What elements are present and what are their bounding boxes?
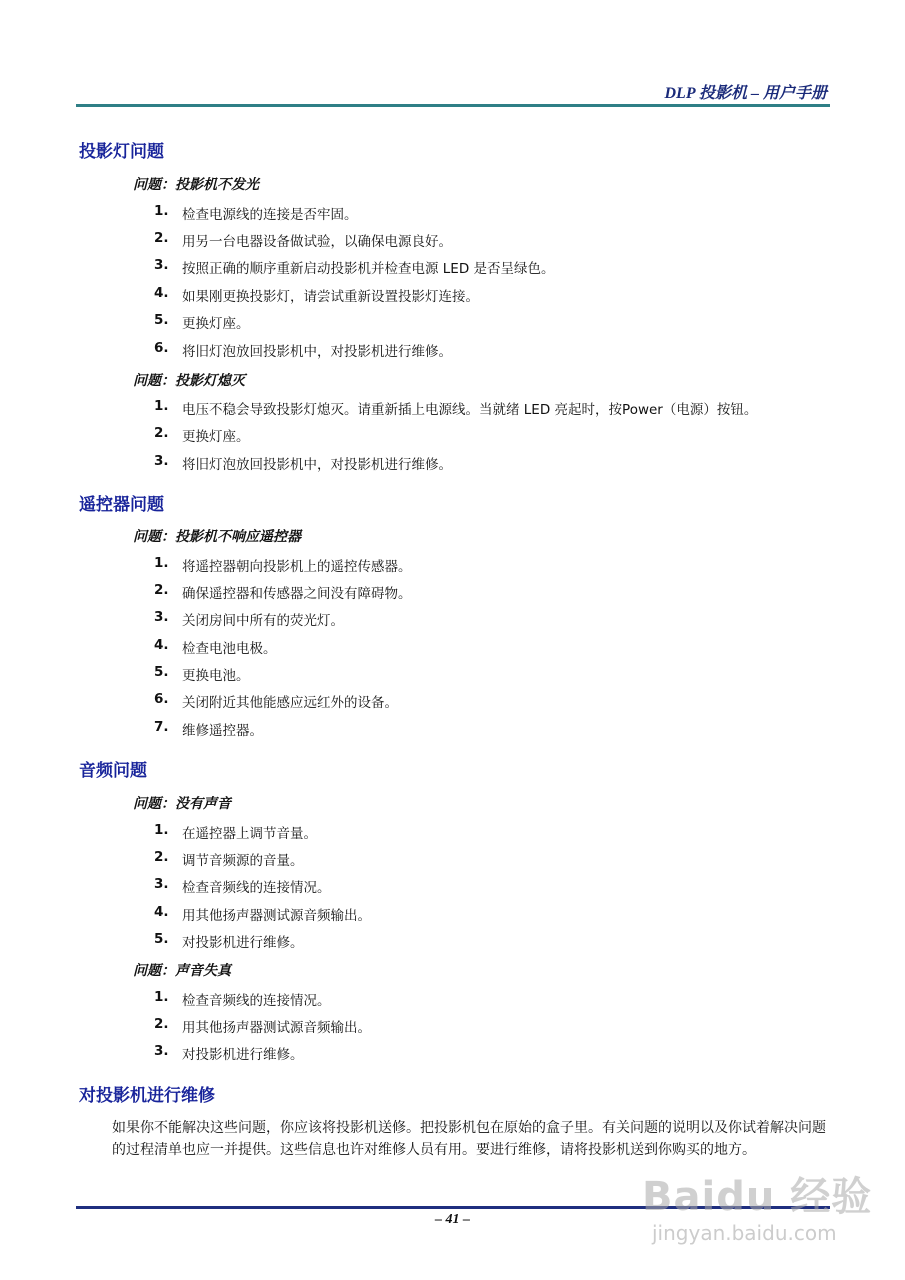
list-item [0, 398, 905, 418]
step-text: 关闭房间中所有的荧光灯。 [182, 613, 344, 629]
step-number: 1. [154, 822, 169, 838]
step-number: 3. [154, 609, 169, 625]
list-item [0, 822, 905, 842]
section-title-service: 对投影机进行维修 [79, 1086, 215, 1106]
list-item [0, 664, 905, 684]
step-number: 1. [154, 398, 169, 414]
step-number: 4. [154, 637, 169, 653]
step-number: 1. [154, 203, 169, 219]
list-item [0, 312, 905, 332]
step-number: 7. [154, 719, 169, 735]
step-number: 6. [154, 340, 169, 356]
step-text: 在遥控器上调节音量。 [182, 826, 317, 842]
step-text: 将旧灯泡放回投影机中，对投影机进行维修。 [182, 457, 452, 473]
list-item [0, 931, 905, 951]
step-text: 对投影机进行维修。 [182, 1047, 304, 1063]
step-text: 检查音频线的连接情况。 [182, 880, 331, 896]
step-text: 用其他扬声器测试源音频输出。 [182, 908, 371, 924]
section-title-remote: 遥控器问题 [79, 495, 164, 515]
section-title-audio: 音频问题 [79, 761, 147, 781]
list-item [0, 849, 905, 869]
step-text: 将遥控器朝向投影机上的遥控传感器。 [182, 559, 412, 575]
problem-title-no-sound: 问题：没有声音 [133, 796, 231, 812]
step-number: 2. [154, 230, 169, 246]
list-item [0, 453, 905, 473]
list-item [0, 285, 905, 305]
step-number: 2. [154, 849, 169, 865]
list-item [0, 555, 905, 575]
step-text: 如果刚更换投影灯，请尝试重新设置投影灯连接。 [182, 289, 479, 305]
step-number: 3. [154, 257, 169, 273]
list-item [0, 719, 905, 739]
list-item [0, 637, 905, 657]
step-number: 2. [154, 1016, 169, 1032]
list-item [0, 1016, 905, 1036]
step-number: 5. [154, 931, 169, 947]
step-text: 更换灯座。 [182, 429, 250, 445]
list-item [0, 257, 905, 277]
step-number: 5. [154, 664, 169, 680]
list-item [0, 904, 905, 924]
step-text: 用另一台电器设备做试验，以确保电源良好。 [182, 234, 452, 250]
step-number: 4. [154, 904, 169, 920]
list-item [0, 582, 905, 602]
step-number: 4. [154, 285, 169, 301]
step-number: 3. [154, 876, 169, 892]
step-text: 关闭附近其他能感应远红外的设备。 [182, 695, 398, 711]
step-text: 调节音频源的音量。 [182, 853, 304, 869]
step-text: 更换灯座。 [182, 316, 250, 332]
step-text: 将旧灯泡放回投影机中，对投影机进行维修。 [182, 344, 452, 360]
step-number: 2. [154, 425, 169, 441]
step-text: 维修遥控器。 [182, 723, 263, 739]
step-number: 3. [154, 453, 169, 469]
list-item [0, 876, 905, 896]
service-paragraph: 如果你不能解决这些问题，你应该将投影机送修。把投影机包在原始的盒子里。有关问题的说明以及你试着解决问题的过程清单也应一并提供。这些信息也许对维修人员有用。要进行维修，请将投影机送到你购买的地方。 [112, 1120, 826, 1158]
watermark-logo: Baidu 经验 [642, 1174, 873, 1220]
watermark-url: jingyan.baidu.com [652, 1221, 837, 1245]
step-number: 6. [154, 691, 169, 707]
step-text: 更换电池。 [182, 668, 250, 684]
baidu-watermark [640, 1165, 873, 1265]
step-number: 2. [154, 582, 169, 598]
header-divider [76, 104, 830, 107]
step-number: 1. [154, 555, 169, 571]
list-item [0, 340, 905, 360]
step-text: 对投影机进行维修。 [182, 935, 304, 951]
list-item [0, 691, 905, 711]
step-text: 检查音频线的连接情况。 [182, 993, 331, 1009]
problem-title-no-light: 问题：投影机不发光 [133, 177, 259, 193]
page-number: – 41 – [435, 1212, 470, 1227]
list-item [0, 203, 905, 223]
problem-title-lamp-off: 问题：投影灯熄灭 [133, 373, 245, 389]
step-text: 用其他扬声器测试源音频输出。 [182, 1020, 371, 1036]
step-number: 5. [154, 312, 169, 328]
list-item [0, 1043, 905, 1063]
list-item [0, 609, 905, 629]
step-text: 检查电源线的连接是否牢固。 [182, 207, 358, 223]
list-item [0, 425, 905, 445]
manual-title: DLP 投影机 – 用户手册 [664, 85, 827, 102]
step-number: 1. [154, 989, 169, 1005]
problem-title-distorted: 问题：声音失真 [133, 963, 231, 979]
step-number: 3. [154, 1043, 169, 1059]
section-title-lamp: 投影灯问题 [79, 142, 164, 162]
list-item [0, 230, 905, 250]
problem-title-no-response: 问题：投影机不响应遥控器 [133, 529, 301, 545]
step-text: 电压不稳会导致投影灯熄灭。请重新插上电源线。当就绪 LED 亮起时，按Power（电源）按钮。 [182, 402, 758, 418]
step-text: 检查电池电极。 [182, 641, 277, 657]
step-text: 按照正确的顺序重新启动投影机并检查电源 LED 是否呈绿色。 [182, 261, 555, 277]
step-text: 确保遥控器和传感器之间没有障碍物。 [182, 586, 412, 602]
list-item [0, 989, 905, 1009]
